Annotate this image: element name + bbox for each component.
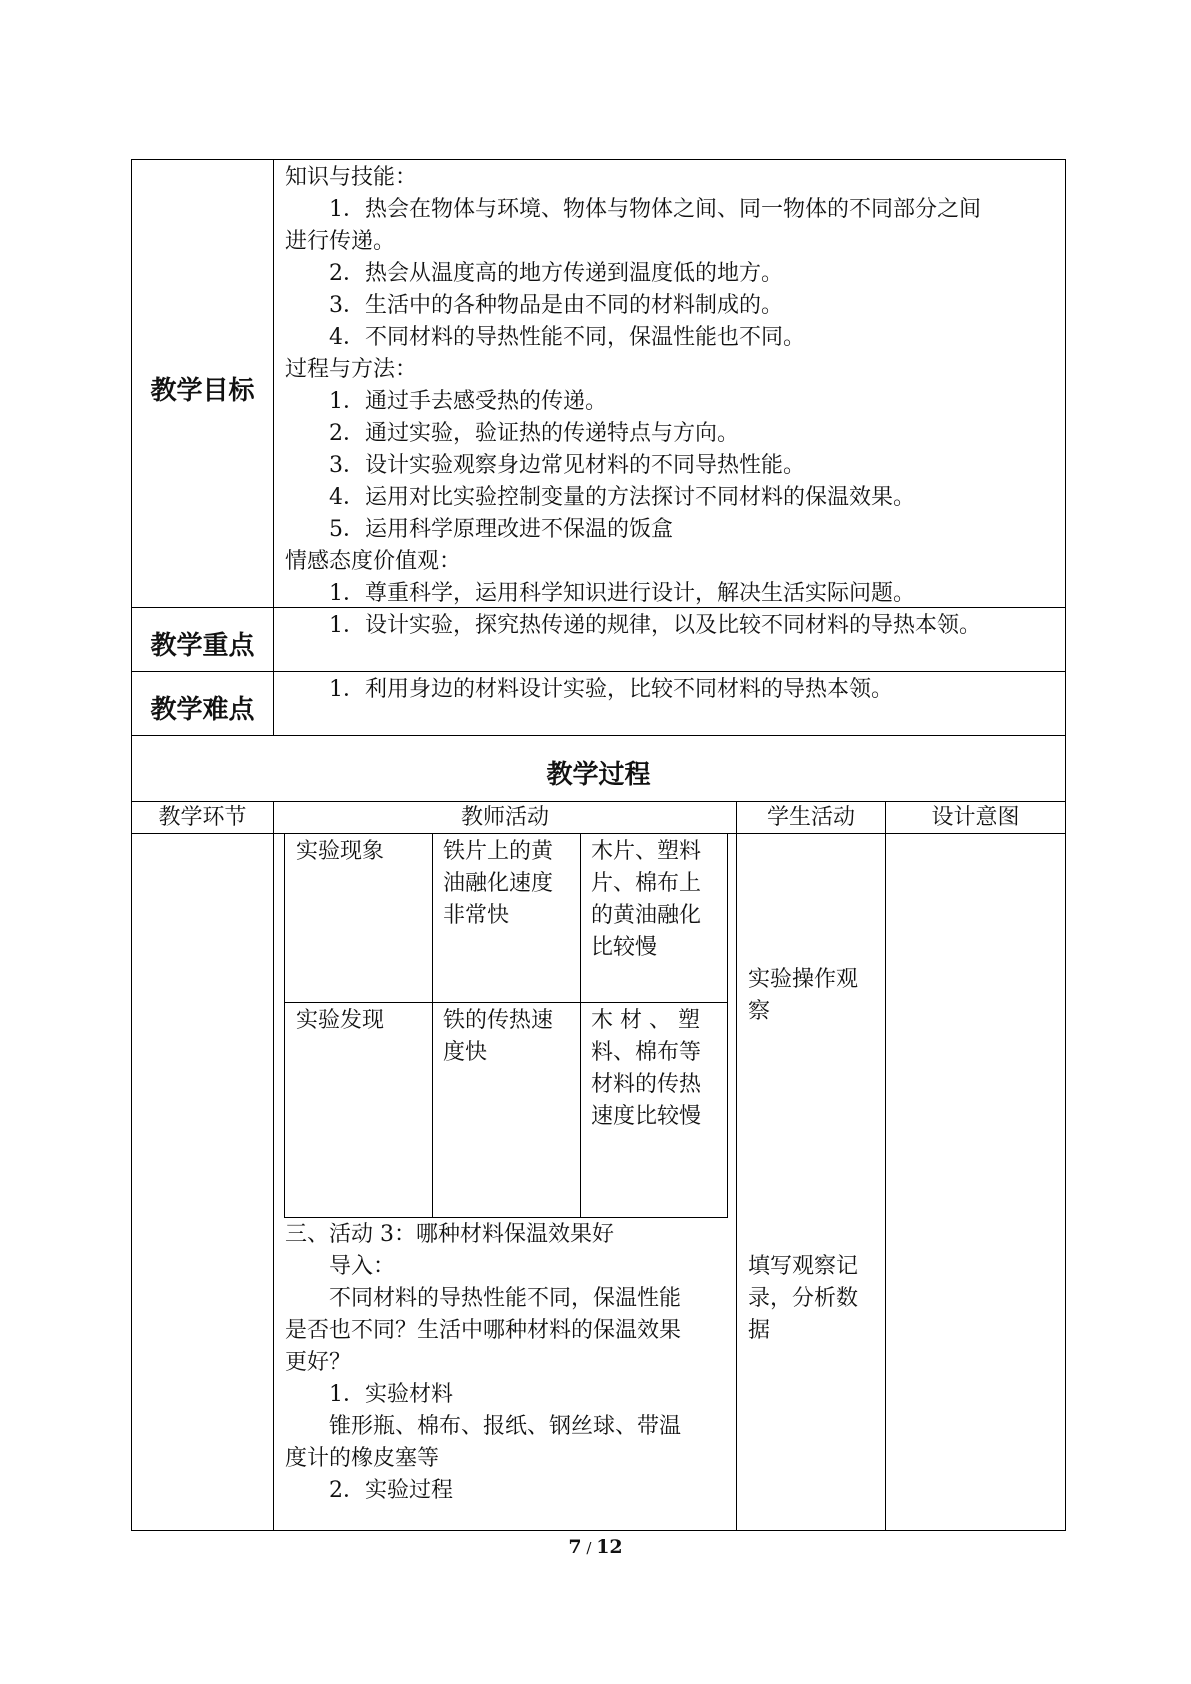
inner-row-head: 实验发现 — [296, 1008, 385, 1033]
inner-table-right — [727, 833, 728, 1218]
table-border-left — [131, 159, 132, 1531]
objectives-line: 2．热会从温度高的地方传递到温度低的地方。 — [329, 261, 783, 286]
activity-line: 度计的橡皮塞等 — [285, 1446, 440, 1471]
inner-table-col-2 — [580, 833, 581, 1218]
inner-table-bottom — [284, 1217, 728, 1218]
table-border-right — [1065, 159, 1066, 1531]
inner-cell: 非常快 — [443, 903, 510, 928]
difficulty-text: 1．利用身边的材料设计实验，比较不同材料的导热本领。 — [329, 677, 893, 702]
divider-process-col-3 — [885, 801, 886, 1531]
objectives-line: 2．通过实验，验证热的传递特点与方向。 — [329, 421, 739, 446]
objectives-line: 过程与方法： — [285, 357, 418, 382]
objectives-line: 知识与技能： — [285, 165, 418, 190]
activity-line: 三、活动 3：哪种材料保温效果好 — [285, 1222, 614, 1247]
student-observe: 实验操作观 — [748, 967, 859, 992]
column-header-teacher: 教师活动 — [460, 805, 549, 830]
inner-cell: 料、棉布等 — [591, 1040, 702, 1065]
objectives-line: 3．设计实验观察身边常见材料的不同导热性能。 — [329, 453, 805, 478]
objectives-line: 1．热会在物体与环境、物体与物体之间、同一物体的不同部分之间 — [329, 197, 981, 222]
inner-cell: 铁片上的黄 — [443, 839, 554, 864]
activity-line: 1．实验材料 — [329, 1382, 453, 1407]
inner-cell: 的黄油融化 — [591, 903, 702, 928]
inner-cell: 度快 — [443, 1040, 488, 1065]
inner-cell: 材料的传热 — [591, 1072, 702, 1097]
inner-cell: 速度比较慢 — [591, 1104, 702, 1129]
divider-row-2 — [131, 671, 1066, 672]
student-record: 填写观察记 — [748, 1254, 859, 1279]
student-record: 录，分析数 — [748, 1286, 859, 1311]
student-record: 据 — [748, 1318, 771, 1343]
difficulty-label: 教学难点 — [150, 695, 255, 725]
activity-line: 导入： — [329, 1254, 396, 1279]
page-total: 12 — [596, 1536, 623, 1558]
activity-line: 不同材料的导热性能不同，保温性能 — [329, 1286, 682, 1311]
inner-cell: 铁的传热速 — [443, 1008, 554, 1033]
objectives-line: 1．尊重科学，运用科学知识进行设计，解决生活实际问题。 — [329, 581, 915, 606]
column-header-stage: 教学环节 — [158, 805, 247, 830]
activity-line: 2．实验过程 — [329, 1478, 453, 1503]
inner-table-mid — [284, 1002, 728, 1003]
inner-row-head: 实验现象 — [296, 839, 385, 864]
objectives-line: 1．通过手去感受热的传递。 — [329, 389, 607, 414]
objectives-line: 3．生活中的各种物品是由不同的材料制成的。 — [329, 293, 783, 318]
objectives-line: 4．运用对比实验控制变量的方法探讨不同材料的保温效果。 — [329, 485, 915, 510]
column-header-intent: 设计意图 — [931, 805, 1020, 830]
objectives-line: 进行传递。 — [285, 229, 396, 254]
inner-cell: 片、棉布上 — [591, 871, 702, 896]
process-title: 教学过程 — [546, 760, 651, 790]
activity-line: 锥形瓶、棉布、报纸、钢丝球、带温 — [329, 1414, 682, 1439]
objectives-line: 4．不同材料的导热性能不同，保温性能也不同。 — [329, 325, 805, 350]
divider-process-col-2 — [736, 801, 737, 1531]
inner-table-left — [284, 833, 285, 1218]
inner-cell: 木 材 、 塑 — [591, 1008, 700, 1033]
key-point-label: 教学重点 — [150, 631, 255, 661]
page-current: 7 — [568, 1536, 582, 1558]
divider-label-col — [273, 159, 274, 736]
objectives-label: 教学目标 — [150, 376, 255, 406]
column-header-student: 学生活动 — [766, 805, 855, 830]
activity-line: 是否也不同？生活中哪种材料的保温效果 — [285, 1318, 682, 1343]
student-observe: 察 — [748, 999, 771, 1024]
key-point-text: 1．设计实验，探究热传递的规律，以及比较不同材料的导热本领。 — [329, 613, 981, 638]
inner-table-col-1 — [432, 833, 433, 1218]
inner-cell: 木片、塑料 — [591, 839, 702, 864]
objectives-line: 5．运用科学原理改进不保温的饭盒 — [329, 517, 673, 542]
divider-row-3 — [131, 735, 1066, 736]
divider-process-col-1 — [273, 801, 274, 1531]
inner-cell: 油融化速度 — [443, 871, 554, 896]
table-border-top — [131, 159, 1066, 160]
inner-cell: 比较慢 — [591, 935, 658, 960]
page-number — [0, 1536, 1191, 1558]
objectives-line: 情感态度价值观： — [285, 549, 462, 574]
page-separator: / — [581, 1539, 597, 1557]
table-border-bottom — [131, 1530, 1066, 1531]
activity-line: 更好？ — [285, 1350, 352, 1375]
